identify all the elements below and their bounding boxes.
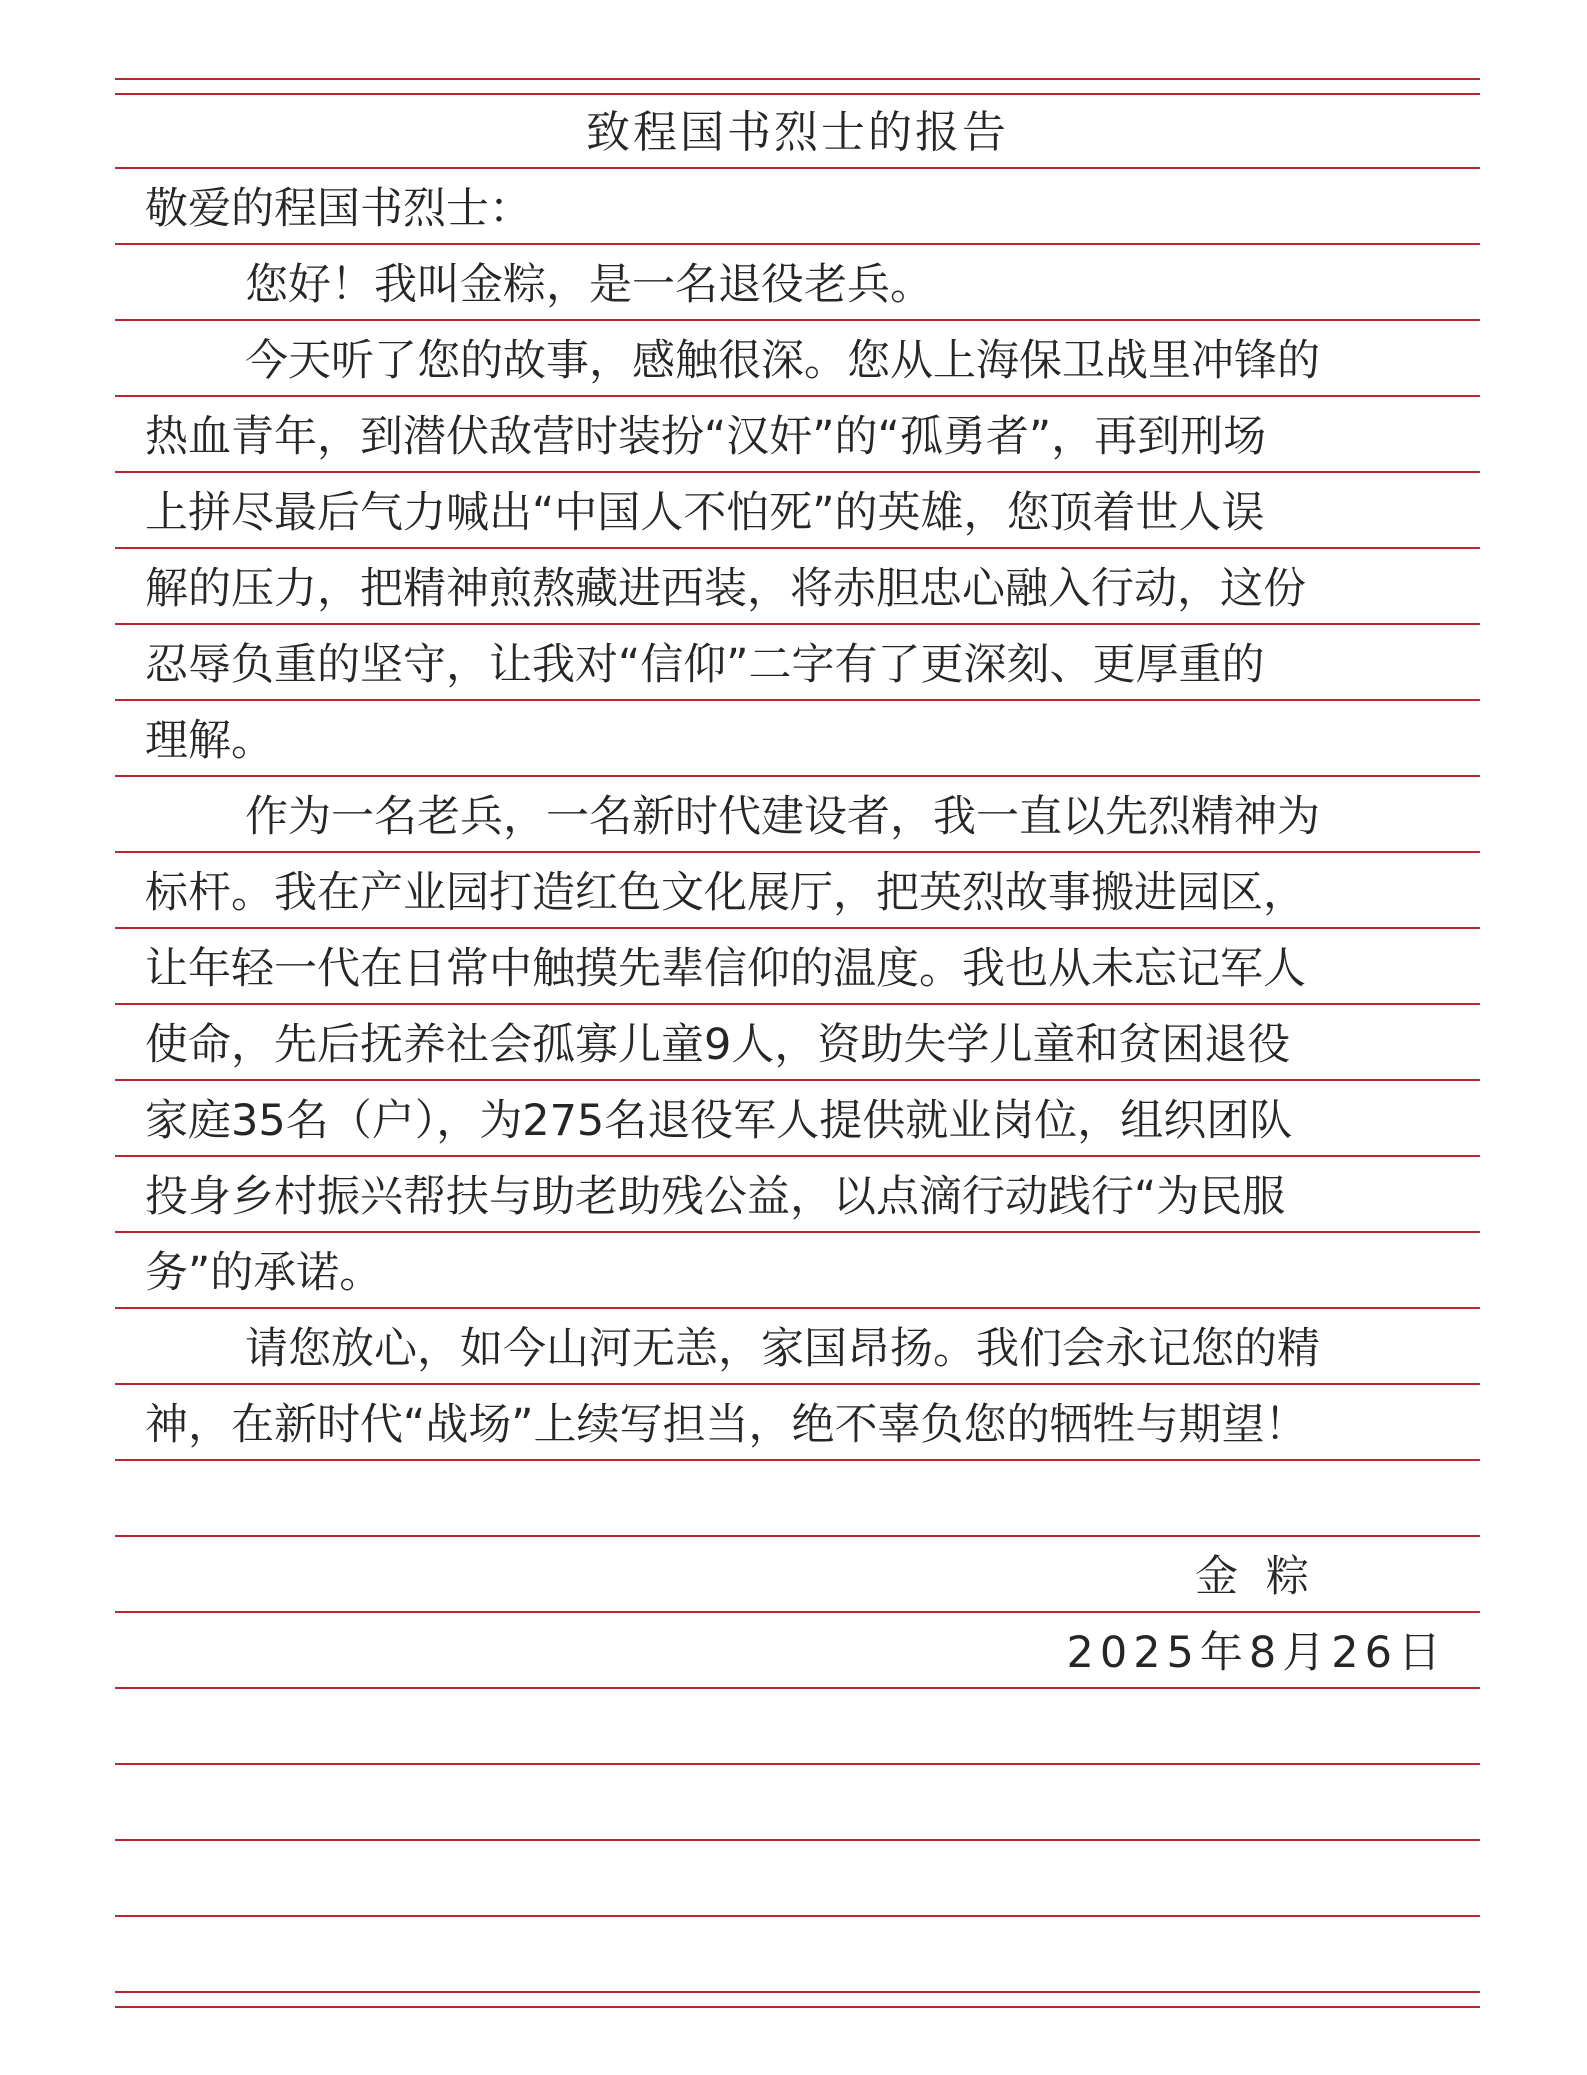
body-line: 上拼尽最后气力喊出“中国人不怕死”的英雄，您顶着世人误 xyxy=(145,488,1265,538)
body-line: 标杆。我在产业园打造红色文化展厅，把英烈故事搬进园区， xyxy=(145,868,1306,918)
writing-rule xyxy=(115,1839,1480,1841)
body-line: 今天听了您的故事，感触很深。您从上海保卫战里冲锋的 xyxy=(245,336,1320,386)
letter-salutation: 敬爱的程国书烈士： xyxy=(145,184,532,234)
writing-rule xyxy=(115,1915,1480,1917)
body-line: 请您放心，如今山河无恙，家国昂扬。我们会永记您的精 xyxy=(245,1324,1320,1374)
body-line: 家庭35名（户），为275名退役军人提供就业岗位，组织团队 xyxy=(145,1096,1293,1146)
body-line: 务”的承诺。 xyxy=(145,1248,383,1298)
letter-signature: 金粽 xyxy=(1195,1552,1337,1602)
body-line: 解的压力，把精神煎熬藏进西装，将赤胆忠心融入行动，这份 xyxy=(145,564,1306,614)
writing-rule xyxy=(115,1763,1480,1765)
writing-rule xyxy=(115,1535,1480,1537)
top-border-rule xyxy=(115,78,1480,80)
body-line: 让年轻一代在日常中触摸先辈信仰的温度。我也从未忘记军人 xyxy=(145,944,1306,994)
body-line: 作为一名老兵，一名新时代建设者，我一直以先烈精神为 xyxy=(245,792,1320,842)
letter-title: 致程国书烈士的报告 xyxy=(586,107,1009,158)
body-line: 您好！我叫金粽，是一名退役老兵。 xyxy=(245,260,933,310)
letter-date: 2025年8月26日 xyxy=(1066,1628,1447,1678)
body-line: 热血青年，到潜伏敌营时装扮“汉奸”的“孤勇者”，再到刑场 xyxy=(145,412,1267,462)
body-line: 使命，先后抚养社会孤寡儿童9人，资助失学儿童和贫困退役 xyxy=(145,1020,1291,1070)
writing-rule xyxy=(115,1991,1480,1993)
body-line: 理解。 xyxy=(145,716,274,766)
body-line: 投身乡村振兴帮扶与助老助残公益，以点滴行动践行“为民服 xyxy=(145,1172,1286,1222)
body-line: 神，在新时代“战场”上续写担当，绝不辜负您的牺牲与期望！ xyxy=(145,1400,1308,1450)
body-line: 忍辱负重的坚守，让我对“信仰”二字有了更深刻、更厚重的 xyxy=(145,640,1265,690)
bottom-border-rule xyxy=(115,2006,1480,2008)
